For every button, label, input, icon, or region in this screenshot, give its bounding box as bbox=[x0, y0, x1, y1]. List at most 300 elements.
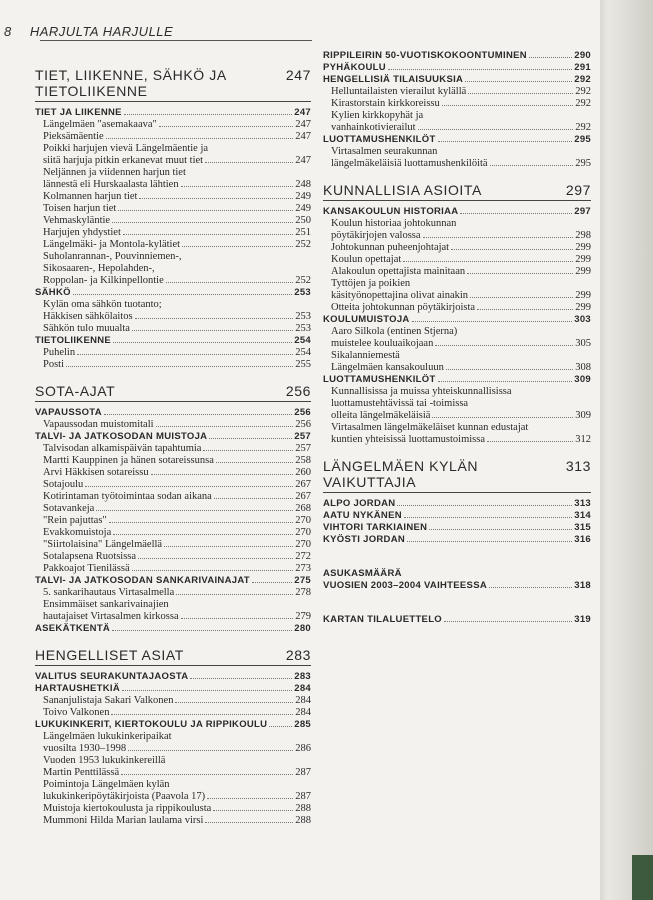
entry-title: VALITUS SEURAKUNTAJAOSTA bbox=[35, 671, 189, 683]
toc-entry-line: luottamustehtävissä tai -toimissa bbox=[331, 398, 469, 410]
entry-page: 314 bbox=[574, 510, 591, 522]
toc-subheading bbox=[323, 534, 591, 546]
dot-leader bbox=[444, 621, 572, 622]
entry-title: Otteita johtokunnan pöytäkirjoista bbox=[331, 302, 476, 314]
section-title: TIET, LIIKENNE, SÄHKÖ JA TIETOLIIKENNE bbox=[35, 67, 227, 100]
entry-page: 305 bbox=[575, 338, 591, 350]
toc-entry bbox=[35, 455, 311, 467]
toc-entry bbox=[35, 743, 311, 755]
entry-page: 249 bbox=[295, 191, 311, 203]
toc-entry bbox=[35, 695, 311, 707]
entry-title: Johtokunnan puheenjohtajat bbox=[331, 242, 450, 254]
dot-leader bbox=[432, 417, 573, 418]
entry-page: 299 bbox=[575, 242, 591, 254]
entry-page: 254 bbox=[295, 347, 311, 359]
entry-title: Toivo Valkonen bbox=[43, 707, 110, 719]
entry-page: 299 bbox=[575, 254, 591, 266]
toc-entry bbox=[35, 503, 311, 515]
entry-page: 303 bbox=[574, 314, 591, 326]
toc-subheading bbox=[35, 431, 311, 443]
dot-leader bbox=[423, 237, 574, 238]
entry-title: "Rein pajuttas" bbox=[43, 515, 107, 527]
entry-page: 270 bbox=[295, 527, 311, 539]
entry-page: 299 bbox=[575, 266, 591, 278]
entry-page: 250 bbox=[295, 215, 311, 227]
entry-title: vanhainkotivierailut bbox=[331, 122, 416, 133]
toc-entry bbox=[35, 611, 311, 623]
dot-leader bbox=[122, 690, 292, 691]
toc-entry bbox=[35, 587, 311, 599]
dot-leader bbox=[112, 222, 293, 223]
entry-page: 295 bbox=[574, 134, 591, 145]
entry-page: 312 bbox=[575, 434, 591, 446]
dot-leader bbox=[438, 381, 573, 382]
dot-leader bbox=[139, 198, 293, 199]
entry-title: KARTAN TILALUETTELO bbox=[323, 614, 442, 626]
toc-entry bbox=[35, 515, 311, 527]
entry-page: 260 bbox=[295, 467, 311, 479]
section-page: 256 bbox=[285, 383, 311, 400]
toc-entry-line: Suholanrannan-, Pouvinniemen-, bbox=[43, 251, 182, 263]
entry-title: Roppolan- ja Kilkinpellontie bbox=[43, 275, 164, 287]
toc-entry bbox=[35, 347, 311, 359]
entry-title: RIPPILEIRIN 50-VUOTISKOKOONTUMINEN bbox=[323, 50, 527, 61]
entry-title: Toisen harjun tiet bbox=[43, 203, 117, 215]
spacer bbox=[323, 546, 591, 568]
toc-subheading bbox=[323, 614, 591, 626]
entry-title: Arvi Häkkisen sotareissu bbox=[43, 467, 149, 479]
entry-title: VUOSIEN 2003–2004 VAIHTEESSA bbox=[323, 580, 487, 592]
entry-page: 249 bbox=[295, 203, 311, 215]
dot-leader bbox=[181, 186, 294, 187]
toc-entry-line: Kunnallisissa ja muissa yhteiskunnallisissa bbox=[331, 386, 512, 398]
toc-entry bbox=[323, 230, 591, 242]
dot-leader bbox=[104, 414, 292, 415]
entry-page: 284 bbox=[295, 695, 311, 707]
entry-title: "Siirtolaisina" Längelmäellä bbox=[43, 539, 163, 551]
entry-page: 319 bbox=[574, 614, 591, 626]
toc-entry bbox=[323, 86, 591, 98]
toc-entry bbox=[35, 227, 311, 239]
entry-title: VAPAUSSOTA bbox=[35, 407, 102, 419]
toc-entry bbox=[35, 491, 311, 503]
dot-leader bbox=[123, 234, 293, 235]
entry-page: 247 bbox=[295, 131, 311, 143]
dot-leader bbox=[121, 774, 293, 775]
toc-entry bbox=[35, 155, 311, 167]
toc-subheading bbox=[35, 623, 311, 635]
entry-title: Alakoulun opettajista mainitaan bbox=[331, 266, 466, 278]
toc-entry bbox=[35, 215, 311, 227]
entry-title: Kotirintaman työtoimintaa sodan aikana bbox=[43, 491, 212, 503]
section-title: SOTA-AJAT bbox=[35, 383, 116, 400]
toc-entry-line: Vuoden 1953 lukukinkereillä bbox=[43, 755, 166, 767]
toc-entry bbox=[35, 323, 311, 335]
toc-entry bbox=[35, 131, 311, 143]
entry-page: 256 bbox=[294, 407, 311, 419]
dot-leader bbox=[164, 546, 293, 547]
dot-leader bbox=[209, 438, 292, 439]
entry-title: VIHTORI TARKIAINEN bbox=[323, 522, 428, 534]
toc-subheading bbox=[323, 510, 591, 522]
entry-page: 248 bbox=[295, 179, 311, 191]
toc-entry bbox=[323, 98, 591, 110]
entry-title: TIETOLIIKENNE bbox=[35, 335, 112, 347]
toc-entry bbox=[35, 203, 311, 215]
entry-title: KANSAKOULUN HISTORIAA bbox=[323, 206, 459, 218]
dot-leader bbox=[490, 165, 574, 166]
toc-section-heading bbox=[323, 182, 591, 201]
toc-entry-line: Koulun historiaa johtokunnan bbox=[331, 218, 457, 230]
dot-leader bbox=[451, 249, 573, 250]
entry-title: vuosilta 1930–1998 bbox=[43, 743, 127, 755]
entry-page: 318 bbox=[574, 580, 591, 592]
toc-entry-line: Poimintoja Längelmäen kylän bbox=[43, 779, 170, 791]
cover-edge bbox=[632, 855, 653, 900]
entry-title: pöytäkirjojen valossa bbox=[331, 230, 421, 242]
entry-title: Sotalapsena Ruotsissa bbox=[43, 551, 137, 563]
toc-entry bbox=[35, 179, 311, 191]
toc-entry bbox=[35, 803, 311, 815]
toc-entry-line: Sikalanniemestä bbox=[331, 350, 400, 362]
toc-entry-line: Aaro Silkola (entinen Stjerna) bbox=[331, 326, 458, 338]
entry-title: Sananjulistaja Sakari Valkonen bbox=[43, 695, 174, 707]
entry-page: 286 bbox=[295, 743, 311, 755]
book-spine bbox=[600, 0, 653, 900]
entry-page: 253 bbox=[295, 311, 311, 323]
entry-page: 247 bbox=[295, 119, 311, 131]
entry-page: 279 bbox=[295, 611, 311, 623]
toc-subheading bbox=[323, 522, 591, 534]
toc-entry bbox=[323, 242, 591, 254]
entry-page: 255 bbox=[295, 359, 311, 371]
toc-subheading bbox=[323, 314, 591, 326]
spacer bbox=[323, 592, 591, 614]
toc-entry bbox=[35, 119, 311, 131]
toc-entry bbox=[35, 191, 311, 203]
toc-entry bbox=[323, 338, 591, 350]
entry-page: 315 bbox=[574, 522, 591, 534]
dot-leader bbox=[138, 558, 293, 559]
toc-entry-line: Tyttöjen ja poikien bbox=[331, 278, 411, 290]
dot-leader bbox=[207, 798, 293, 799]
toc-entry bbox=[35, 527, 311, 539]
dot-leader bbox=[477, 309, 573, 310]
toc-entry-line: Kylien kirkkopyhät ja bbox=[331, 110, 424, 121]
entry-page: 313 bbox=[574, 498, 591, 510]
entry-title: Pieksämäentie bbox=[43, 131, 104, 143]
dot-leader bbox=[429, 529, 572, 530]
dot-leader bbox=[112, 630, 292, 631]
dot-leader bbox=[124, 114, 292, 115]
entry-page: 270 bbox=[295, 515, 311, 527]
dot-leader bbox=[159, 126, 293, 127]
entry-page: 270 bbox=[295, 539, 311, 551]
entry-page: 247 bbox=[294, 107, 311, 119]
entry-title: Sotavankeja bbox=[43, 503, 95, 515]
entry-page: 268 bbox=[295, 503, 311, 515]
dot-leader bbox=[151, 474, 294, 475]
section-page: 247 bbox=[285, 67, 311, 83]
dot-leader bbox=[407, 541, 572, 542]
toc-entry-line: Virtasalmen längelmäkeläiset kunnan edustajat bbox=[331, 422, 529, 434]
dot-leader bbox=[135, 318, 294, 319]
entry-page: 287 bbox=[295, 791, 311, 803]
dot-leader bbox=[181, 618, 294, 619]
dot-leader bbox=[404, 517, 572, 518]
dot-leader bbox=[470, 297, 573, 298]
dot-leader bbox=[85, 486, 293, 487]
entry-page: 290 bbox=[574, 50, 591, 61]
entry-title: Pakkoajot Tienilässä bbox=[43, 563, 130, 575]
dot-leader bbox=[113, 342, 292, 343]
dot-leader bbox=[190, 678, 292, 679]
dot-leader bbox=[442, 105, 573, 106]
toc-subheading bbox=[35, 335, 311, 347]
entry-page: 253 bbox=[294, 287, 311, 299]
toc-entry bbox=[35, 551, 311, 563]
entry-title: Längelmäen "asemakaava" bbox=[43, 119, 157, 131]
toc-right-column bbox=[323, 50, 591, 626]
toc-entry bbox=[35, 467, 311, 479]
entry-title: lännestä eli Hurskaalasta lähtien bbox=[43, 179, 179, 191]
dot-leader bbox=[132, 330, 293, 331]
entry-page: 288 bbox=[295, 803, 311, 815]
section-page: 283 bbox=[285, 647, 311, 664]
toc-entry bbox=[323, 302, 591, 314]
entry-title: Kolmannen harjun tiet bbox=[43, 191, 138, 203]
dot-leader bbox=[203, 450, 293, 451]
toc-entry bbox=[35, 479, 311, 491]
toc-entry-line: Neljännen ja viidennen harjun tiet bbox=[43, 167, 186, 179]
entry-page: 283 bbox=[294, 671, 311, 683]
entry-page: 316 bbox=[574, 534, 591, 546]
dot-leader bbox=[446, 369, 573, 370]
toc-entry-line: Poikki harjujen vievä Längelmäentie ja bbox=[43, 143, 209, 155]
entry-title: Längelmäen kansakouluun bbox=[331, 362, 444, 374]
entry-title: 5. sankarihautaus Virtasalmella bbox=[43, 587, 175, 599]
dot-leader bbox=[77, 354, 293, 355]
toc-entry bbox=[323, 290, 591, 302]
section-page: 297 bbox=[565, 182, 591, 198]
running-head-rule bbox=[40, 40, 312, 41]
toc-entry-line: Virtasalmen seurakunnan bbox=[331, 146, 438, 157]
entry-title: Martin Penttilässä bbox=[43, 767, 120, 779]
dot-leader bbox=[403, 261, 573, 262]
toc-entry bbox=[35, 359, 311, 371]
entry-page: 257 bbox=[294, 431, 311, 443]
dot-leader bbox=[216, 462, 293, 463]
dot-leader bbox=[418, 129, 574, 130]
entry-page: 297 bbox=[574, 206, 591, 218]
dot-leader bbox=[438, 141, 573, 142]
toc-subheading bbox=[323, 74, 591, 86]
toc-entry-line: Längelmäen lukukinkeripaikat bbox=[43, 731, 172, 743]
entry-title: Längelmäki- ja Montola-kylätiet bbox=[43, 239, 181, 251]
entry-title: AATU NYKÄNEN bbox=[323, 510, 402, 522]
entry-page: 272 bbox=[295, 551, 311, 563]
entry-title: käsityönopettajina olivat ainakin bbox=[331, 290, 469, 302]
entry-title: lukukinkeripöytäkirjoista (Paavola 17) bbox=[43, 791, 206, 803]
entry-page: 280 bbox=[294, 623, 311, 635]
section-title: HENGELLISET ASIAT bbox=[35, 647, 184, 664]
dot-leader bbox=[132, 570, 294, 571]
entry-title: LUOTTAMUSHENKILÖT bbox=[323, 374, 436, 386]
toc-entry bbox=[323, 362, 591, 374]
toc-entry bbox=[35, 815, 311, 827]
page-number: 8 bbox=[4, 24, 12, 39]
toc-subheading bbox=[323, 206, 591, 218]
entry-page: 309 bbox=[574, 374, 591, 386]
toc-entry bbox=[323, 410, 591, 422]
entry-title: Harjujen yhdystiet bbox=[43, 227, 121, 239]
entry-title: Vehmaskyläntie bbox=[43, 215, 111, 227]
toc-entry bbox=[35, 767, 311, 779]
entry-title: Häkkisen sähkölaitos bbox=[43, 311, 133, 323]
dot-leader bbox=[205, 822, 293, 823]
toc-subheading bbox=[323, 62, 591, 74]
entry-page: 257 bbox=[295, 443, 311, 455]
dot-leader bbox=[435, 345, 573, 346]
dot-leader bbox=[397, 505, 572, 506]
dot-leader bbox=[182, 246, 293, 247]
entry-page: 258 bbox=[295, 455, 311, 467]
entry-page: 284 bbox=[294, 683, 311, 695]
entry-title: Sotajoulu bbox=[43, 479, 84, 491]
dot-leader bbox=[489, 587, 572, 588]
toc-entry bbox=[323, 122, 591, 134]
entry-page: 247 bbox=[295, 155, 311, 167]
entry-page: 254 bbox=[294, 335, 311, 347]
entry-page: 284 bbox=[295, 707, 311, 719]
running-head bbox=[4, 24, 173, 39]
entry-page: 252 bbox=[295, 275, 311, 287]
dot-leader bbox=[269, 726, 292, 727]
entry-page: 287 bbox=[295, 767, 311, 779]
dot-leader bbox=[213, 810, 293, 811]
entry-title: Martti Kauppinen ja hänen sotareissunsa bbox=[43, 455, 214, 467]
toc-subheading bbox=[35, 719, 311, 731]
entry-title: HARTAUSHETKIÄ bbox=[35, 683, 120, 695]
entry-title: LUOTTAMUSHENKILÖT bbox=[323, 134, 436, 145]
dot-leader bbox=[176, 594, 293, 595]
dot-leader bbox=[166, 282, 294, 283]
toc-entry bbox=[35, 707, 311, 719]
toc-entry bbox=[35, 539, 311, 551]
dot-leader bbox=[175, 702, 293, 703]
toc-entry-line: Ensimmäiset sankarivainajien bbox=[43, 599, 169, 611]
dot-leader bbox=[109, 522, 294, 523]
toc-entry-line: Kylän oma sähkön tuotanto; bbox=[43, 299, 162, 311]
toc-subheading bbox=[35, 287, 311, 299]
entry-title: Evakkomuistoja bbox=[43, 527, 112, 539]
entry-title: Muistoja kiertokoulusta ja rippikoulusta bbox=[43, 803, 212, 815]
entry-page: 308 bbox=[575, 362, 591, 374]
entry-title: Vapaussodan muistomitali bbox=[43, 419, 154, 431]
entry-page: 278 bbox=[295, 587, 311, 599]
section-title: LÄNGELMÄEN KYLÄN VAIKUTTAJIA bbox=[323, 458, 479, 491]
entry-page: 291 bbox=[574, 62, 591, 73]
toc-entry bbox=[323, 266, 591, 278]
dot-leader bbox=[205, 162, 293, 163]
toc-entry bbox=[323, 158, 591, 170]
entry-title: Mummoni Hilda Marian laulama virsi bbox=[43, 815, 204, 827]
toc-subheading bbox=[323, 580, 591, 592]
dot-leader bbox=[118, 210, 293, 211]
entry-title: LUKUKINKERIT, KIERTOKOULU JA RIPPIKOULU bbox=[35, 719, 268, 731]
entry-title: kuntien yhteisissä luottamustoimissa bbox=[331, 434, 485, 446]
entry-title: siitä harjuja pitkin erkanevat muut tiet bbox=[43, 155, 204, 167]
toc-subheading bbox=[323, 498, 591, 510]
entry-title: Kirastorstain kirkkoreissu bbox=[331, 98, 440, 109]
entry-page: 299 bbox=[575, 302, 591, 314]
entry-title: KOULUMUISTOJA bbox=[323, 314, 410, 326]
toc-entry bbox=[35, 443, 311, 455]
section-page: 313 bbox=[565, 458, 591, 475]
dot-leader bbox=[465, 81, 572, 82]
entry-page: 253 bbox=[295, 323, 311, 335]
dot-leader bbox=[388, 69, 572, 70]
dot-leader bbox=[412, 321, 573, 322]
dot-leader bbox=[468, 93, 573, 94]
entry-title: Puhelin bbox=[43, 347, 76, 359]
toc-entry bbox=[35, 311, 311, 323]
entry-title: HENGELLISIÄ TILAISUUKSIA bbox=[323, 74, 464, 85]
entry-title: TALVI- JA JATKOSODAN SANKARIVAINAJAT bbox=[35, 575, 250, 587]
dot-leader bbox=[467, 273, 573, 274]
toc-entry bbox=[35, 791, 311, 803]
section-title: KUNNALLISIA ASIOITA bbox=[323, 182, 482, 198]
entry-page: 256 bbox=[295, 419, 311, 431]
toc-subheading bbox=[35, 575, 311, 587]
entry-page: 252 bbox=[295, 239, 311, 251]
entry-title: muistelee kouluaikojaan bbox=[331, 338, 434, 350]
dot-leader bbox=[96, 510, 293, 511]
entry-page: 299 bbox=[575, 290, 591, 302]
entry-title: KYÖSTI JORDAN bbox=[323, 534, 406, 546]
entry-title: Sähkön tulo muualta bbox=[43, 323, 130, 335]
running-title: HARJULTA HARJULLE bbox=[29, 24, 174, 39]
toc-subheading bbox=[323, 50, 591, 62]
toc-entry bbox=[323, 434, 591, 446]
dot-leader bbox=[111, 714, 293, 715]
entry-page: 292 bbox=[575, 86, 591, 97]
dot-leader bbox=[529, 57, 572, 58]
toc-subheading bbox=[35, 683, 311, 695]
toc-entry bbox=[35, 419, 311, 431]
toc-subheading bbox=[323, 374, 591, 386]
entry-title: TALVI- JA JATKOSODAN MUISTOJA bbox=[35, 431, 208, 443]
dot-leader bbox=[113, 534, 293, 535]
entry-page: 267 bbox=[295, 491, 311, 503]
entry-page: 292 bbox=[574, 74, 591, 85]
entry-page: 275 bbox=[294, 575, 311, 587]
entry-title: SÄHKÖ bbox=[35, 287, 71, 299]
entry-page: 273 bbox=[295, 563, 311, 575]
dot-leader bbox=[460, 213, 572, 214]
entry-page: 295 bbox=[575, 158, 591, 169]
toc-entry-line: Sikosaaren-, Hepolahden-, bbox=[43, 263, 155, 275]
entry-page: 285 bbox=[294, 719, 311, 731]
toc-entry-line: ASUKASMÄÄRÄ bbox=[323, 568, 402, 580]
entry-title: ASEKÄTKENTÄ bbox=[35, 623, 111, 635]
dot-leader bbox=[252, 582, 292, 583]
toc-subheading bbox=[35, 671, 311, 683]
toc-left-column bbox=[35, 55, 311, 827]
toc-subheading bbox=[35, 407, 311, 419]
entry-page: 292 bbox=[575, 122, 591, 133]
toc-entry bbox=[35, 239, 311, 251]
